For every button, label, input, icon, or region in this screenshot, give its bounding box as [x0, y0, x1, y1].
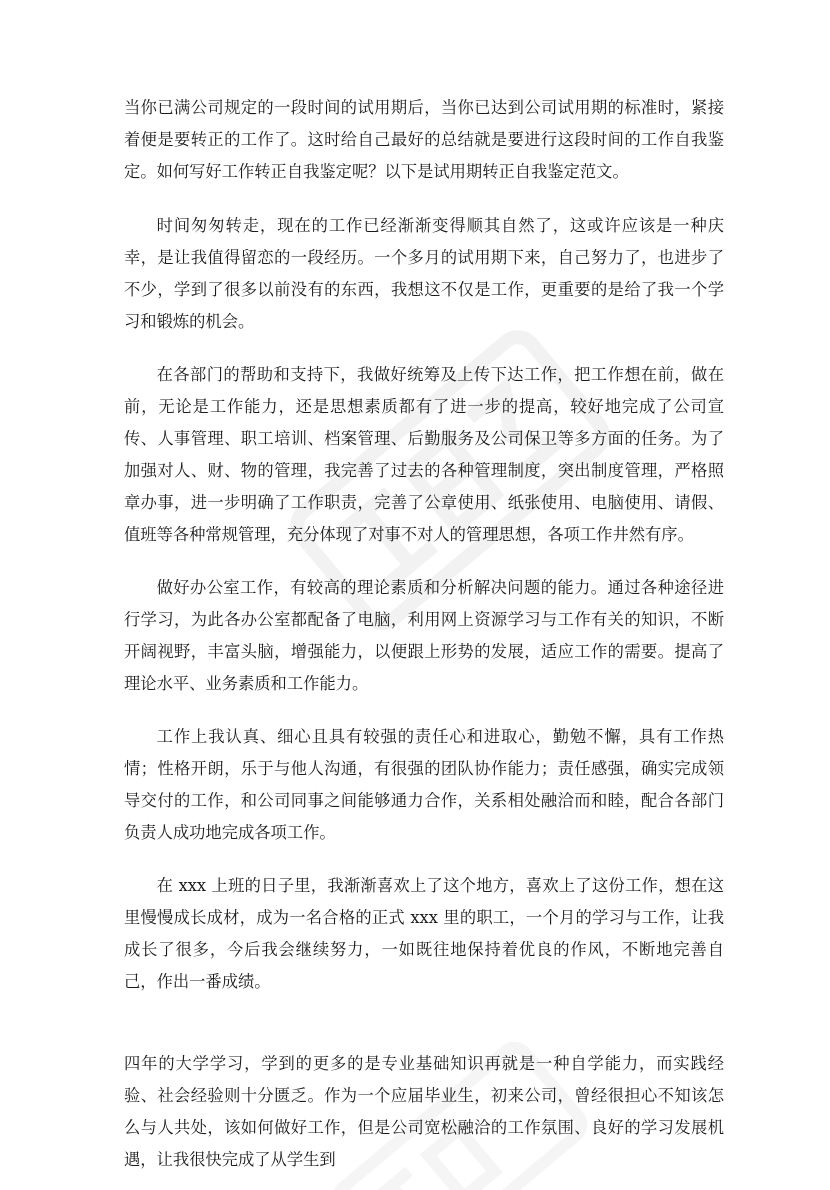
paragraph-1: 时间匆匆转走，现在的工作已经渐渐变得顺其自然了，这或许应该是一种庆幸，是让我值得留恋的一段经历。一个多月的试用期下来，自己努力了，也进步了不少，学到了很多以前没有的东西，我想这不仅是工作，更重要的是给了我一个学习和锻炼的机会。: [124, 216, 724, 331]
document-body: [124, 92, 724, 1176]
paragraph-3: 做好办公室工作，有较高的理论素质和分析解决问题的能力。通过各种途径进行学习，为此各办公室都配备了电脑，利用网上资源学习与工作有关的知识，不断开阔视野，丰富头脑，增强能力，以便跟上形势的发展，适应工作的需要。提高了理论水平、业务素质和工作能力。: [124, 578, 724, 693]
paragraph-5: 在 xxx 上班的日子里，我渐渐喜欢上了这个地方，喜欢上了这份工作，想在这里慢慢成长成材，成为一名合格的正式 xxx 里的职工，一个月的学习与工作，让我成长了很多，今后我会继续努力，一如既往地保持着优良的作风，不断地完善自己，作出一番成绩。: [124, 876, 724, 991]
paragraph-2: 在各部门的帮助和支持下，我做好统筹及上传下达工作，把工作想在前，做在前，无论是工作能力，还是思想素质都有了进一步的提高，较好地完成了公司宣传、人事管理、职工培训、档案管理、后勤服务及公司保卫等多方面的任务。为了加强对人、财、物的管理，我完善了过去的各种管理制度，突出制度管理，严格照章办事，进一步明确了工作职责，完善了公章使用、纸张使用、电脑使用、请假、值班等各种常规管理，充分体现了对事不对人的管理思想，各项工作井然有序。: [124, 365, 724, 544]
paragraph-6: 四年的大学学习，学到的更多的是专业基础知识再就是一种自学能力，而实践经验、社会经验则十分匮乏。作为一个应届毕业生，初来公司，曾经很担心不知该怎么与人共处，该如何做好工作，但是公司宽松融洽的工作氛围、良好的学习发展机遇，让我很快完成了从学生到: [124, 1054, 724, 1169]
paragraph-4: 工作上我认真、细心且具有较强的责任心和进取心，勤勉不懈，具有工作热情；性格开朗，乐于与他人沟通，有很强的团队协作能力；责任感强，确实完成领导交付的工作，和公司同事之间能够通力合作，关系相处融洽而和睦，配合各部门负责人成功地完成各项工作。: [124, 727, 724, 842]
paragraph-intro: 当你已满公司规定的一段时间的试用期后，当你已达到公司试用期的标准时，紧接着便是要转正的工作了。这时给自己最好的总结就是要进行这段时间的工作自我鉴定。如何写好工作转正自我鉴定呢？以下是试用期转正自我鉴定范文。: [124, 98, 724, 181]
